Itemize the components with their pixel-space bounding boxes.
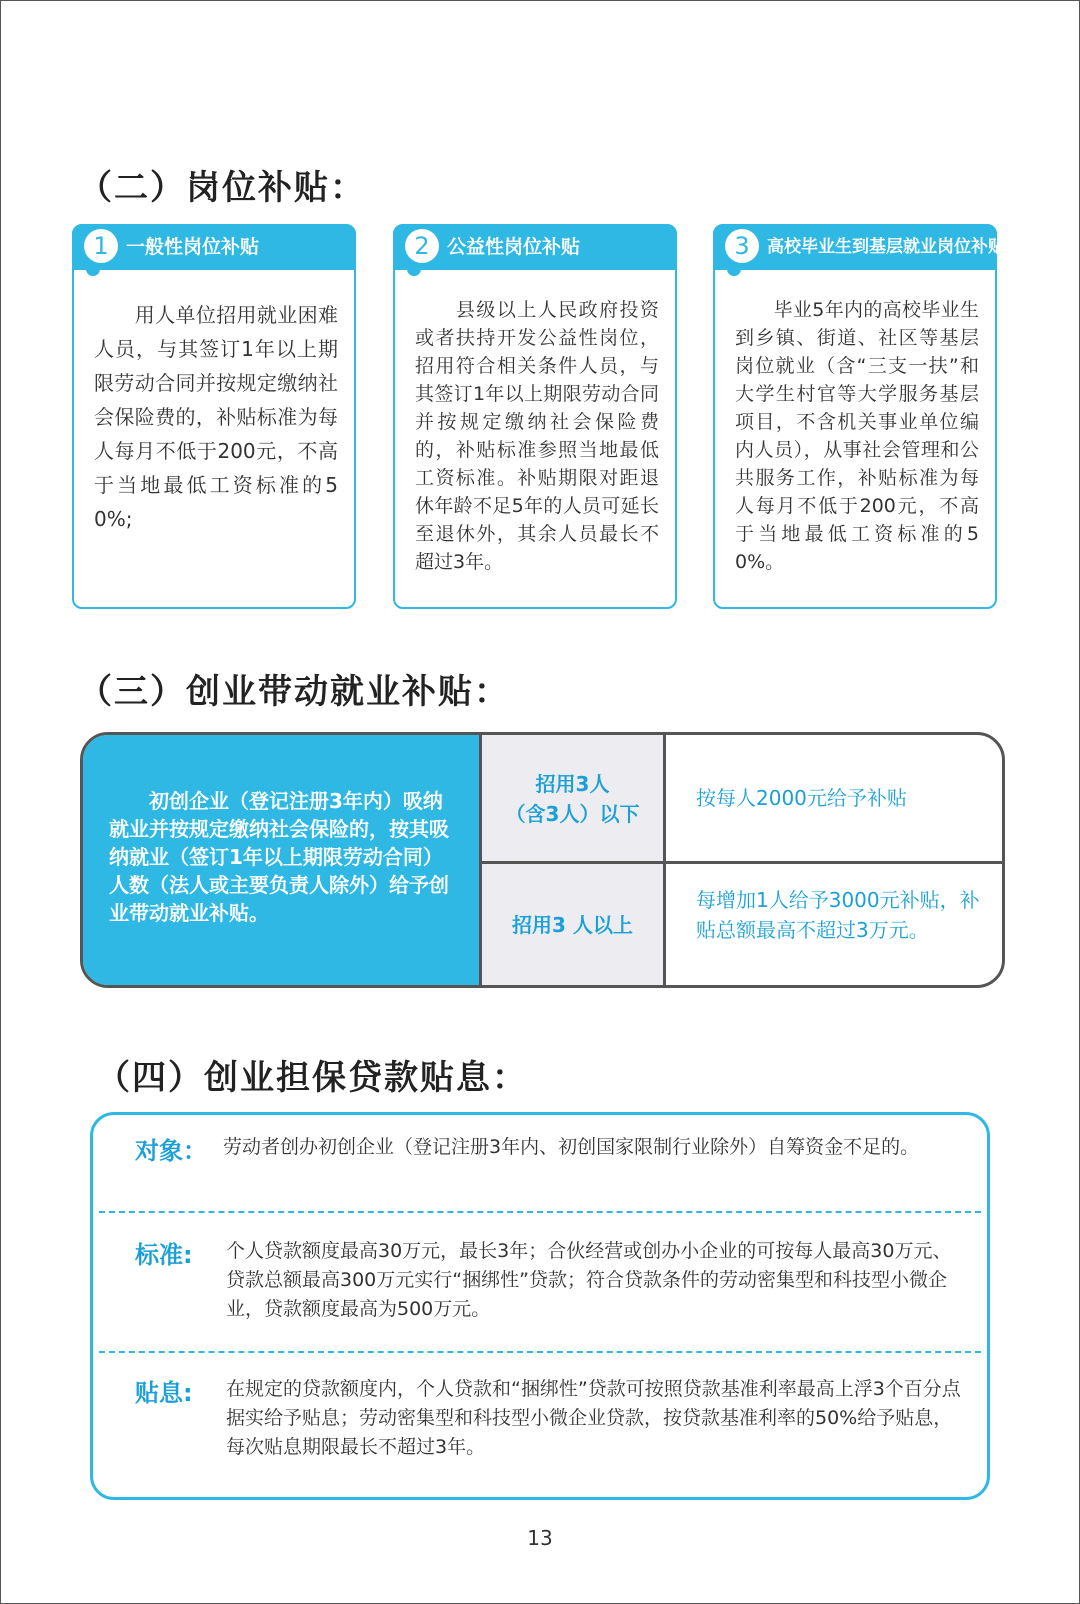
condition-column — [479, 735, 663, 985]
card-header — [713, 224, 1005, 270]
loan-text-standard: 个人贷款额度最高30万元，最长3年；合伙经营或创办小企业的可按每人最高30万元、贷款总额最高300万元实行“捆绑性”贷款；符合贷款条件的劳动密集型和科技型小微企业，贷款额度最高为500万元。 — [226, 1240, 952, 1320]
section-title-startup-subsidy: （三）创业带动就业补贴： — [78, 672, 510, 712]
startup-description: 初创企业（登记注册3年内）吸纳就业并按规定缴纳社会保险的，按其吸纳就业（签订1年以上期限劳动合同）人数（法人或主要负责人除外）给予创业带动就业补贴。 — [109, 789, 449, 925]
number-badge: 1 — [84, 229, 118, 263]
card-body: 县级以上人民政府投资或者扶持开发公益性岗位，招用符合相关条件人员，与其签订1年以上期限劳动合同并按规定缴纳社会保险费的，补贴标准参照当地最低工资标准。补贴期限对距退休年龄不足5年的人员可延长至退休外，其余人员最长不超过3年。 — [415, 299, 659, 573]
loan-label-standard: 标准: — [135, 1241, 193, 1269]
number-badge: 2 — [405, 229, 439, 263]
section-title-loan-interest-subsidy: （四）创业担保贷款贴息： — [96, 1058, 528, 1098]
condition-row-2: 招用3 人以上 — [512, 913, 633, 937]
card-general-post-subsidy — [72, 224, 356, 609]
number-badge: 3 — [725, 229, 759, 263]
card-header — [72, 224, 356, 270]
header-tail — [86, 264, 100, 276]
loan-interest-box — [90, 1112, 990, 1500]
subsidy-row-2: 每增加1人给予3000元补贴，补贴总额最高不超过3万元。 — [696, 888, 980, 942]
card-header — [393, 224, 677, 270]
loan-label-interest: 贴息: — [135, 1379, 193, 1407]
card-title: 高校毕业生到基层就业岗位补贴 — [767, 237, 1005, 257]
condition-row-1-line-2: （含3人）以下 — [505, 802, 640, 826]
card-title: 公益性岗位补贴 — [447, 236, 581, 258]
card-title: 一般性岗位补贴 — [126, 236, 260, 258]
card-graduate-grassroots-subsidy — [713, 224, 1005, 609]
page-number: 13 — [527, 1526, 553, 1550]
card-body: 用人单位招用就业困难人员，与其签订1年以上期限劳动合同并按规定缴纳社会保险费的，补贴标准为每人每月不低于200元，不高于当地最低工资标准的50%; — [94, 303, 338, 531]
row-divider — [479, 861, 1002, 864]
loan-label-target: 对象： — [135, 1137, 207, 1165]
subsidy-column — [663, 735, 1002, 985]
card-body: 毕业5年内的高校毕业生到乡镇、街道、社区等基层岗位就业（含“三支一扶”和大学生村官等大学服务基层项目，不含机关事业单位编内人员），从事社会管理和公共服务工作，补贴标准为每人每月不低于200元，不高于当地最低工资标准的50%。 — [735, 299, 979, 573]
card-public-welfare-post-subsidy — [393, 224, 677, 609]
startup-description-cell — [83, 735, 479, 985]
header-tail — [727, 264, 741, 276]
loan-text-target: 劳动者创办初创企业（登记注册3年内、初创国家限制行业除外）自筹资金不足的。 — [223, 1136, 920, 1158]
loan-row-target — [93, 1115, 987, 1211]
startup-subsidy-table — [80, 732, 1005, 988]
loan-row-interest — [93, 1353, 987, 1493]
condition-row-1 — [482, 769, 663, 829]
loan-text-interest: 在规定的贷款额度内，个人贷款和“捆绑性”贷款可按照贷款基准利率最高上浮3个百分点据实给予贴息；劳动密集型和科技型小微企业贷款，按贷款基准利率的50%给予贴息，每次贴息期限最长不超过3年。 — [226, 1378, 961, 1458]
loan-row-standard — [93, 1213, 987, 1349]
subsidy-row-1: 按每人2000元给予补贴 — [696, 786, 907, 810]
condition-row-1-line-1: 招用3人 — [535, 772, 610, 796]
section-title-post-subsidy: （二）岗位补贴： — [78, 168, 366, 208]
header-tail — [407, 264, 421, 276]
